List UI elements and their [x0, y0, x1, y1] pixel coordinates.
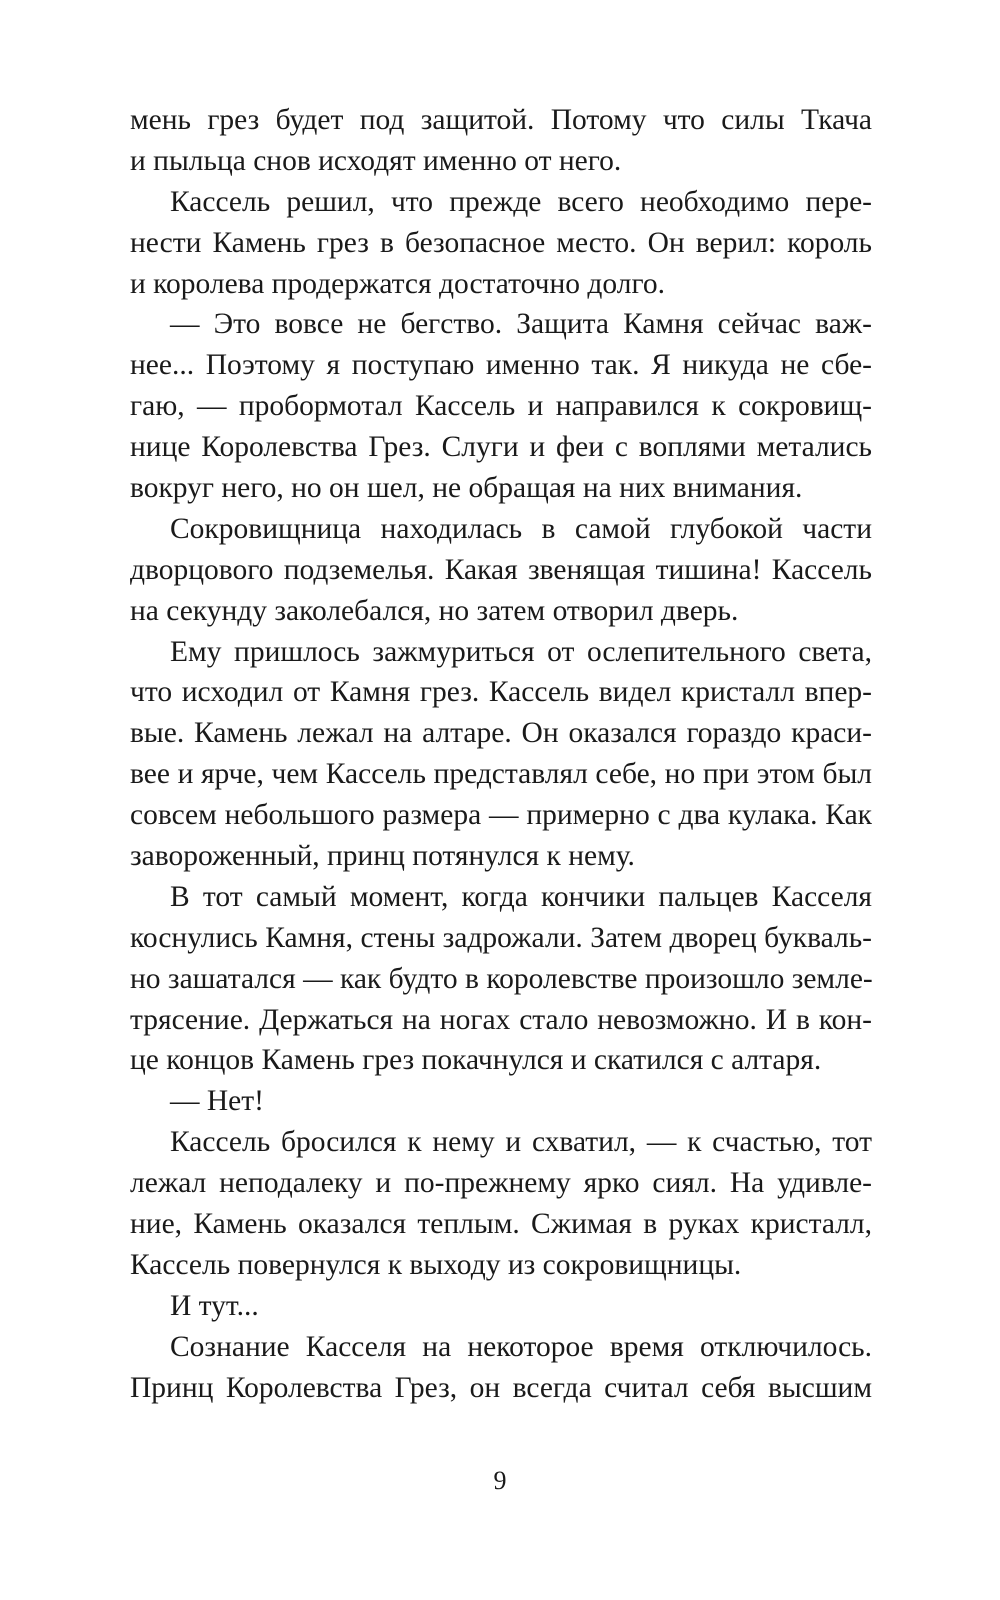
text-line: вее и ярче, чем Кассель представлял себе, но при этом был: [130, 758, 872, 791]
text-line: вые. Камень лежал на алтаре. Он оказался гораздо краси-: [130, 717, 872, 750]
text-line: мень грез будет под защитой. Потому что силы Ткача: [130, 104, 872, 136]
text-line: Кассель бросился к нему и схватил, — к счастью, тот: [170, 1126, 872, 1159]
text-line: — Нет!: [170, 1085, 264, 1118]
text-line: Кассель повернулся к выходу из сокровищницы.: [130, 1248, 742, 1281]
text-line: И тут...: [170, 1289, 259, 1322]
text-line: лежал неподалеку и по-прежнему ярко сиял. На удивле-: [130, 1167, 872, 1200]
text-line: и пыльца снов исходят именно от него.: [130, 144, 622, 177]
text-line: Кассель решил, что прежде всего необходимо пере-: [170, 185, 872, 218]
text-line: нице Королевства Грез. Слуги и феи с воплями метались: [130, 431, 872, 464]
text-line: коснулись Камня, стены задрожали. Затем дворец букваль-: [130, 921, 872, 954]
body-text: [130, 100, 872, 1409]
text-line: совсем небольшого размера — примерно с два кулака. Как: [130, 799, 872, 832]
text-line: це концов Камень грез покачнулся и скатился с алтаря.: [130, 1044, 822, 1077]
text-line: что исходил от Камня грез. Кассель видел кристалл впер-: [130, 676, 872, 709]
text-line: но зашатался — как будто в королевстве произошло земле-: [130, 962, 873, 995]
text-line: нее... Поэтому я поступаю именно так. Я никуда не сбе-: [130, 349, 872, 382]
text-line: дворцового подземелья. Какая звенящая тишина! Кассель: [130, 553, 872, 586]
text-line: вокруг него, но он шел, не обращая на них внимания.: [130, 472, 803, 505]
text-line: — Это вовсе не бегство. Защита Камня сейчас важ-: [170, 308, 872, 341]
page-number: 9: [493, 1466, 507, 1495]
text-line: на секунду заколебался, но затем отворил дверь.: [130, 594, 739, 627]
text-line: завороженный, принц потянулся к нему.: [130, 840, 635, 873]
text-line: Сокровищница находилась в самой глубокой части: [170, 512, 872, 545]
text-line: и королева продержатся достаточно долго.: [130, 267, 665, 300]
text-line: трясение. Держаться на ногах стало невозможно. И в кон-: [130, 1003, 872, 1036]
text-line: Принц Королевства Грез, он всегда считал себя высшим: [130, 1371, 872, 1404]
text-line: нести Камень грез в безопасное место. Он верил: король: [130, 226, 872, 259]
text-line: Сознание Касселя на некоторое время отключилось.: [170, 1330, 872, 1363]
text-line: гаю, — пробормотал Кассель и направился к сокровищ-: [130, 390, 872, 423]
text-line: ние, Камень оказался теплым. Сжимая в руках кристалл,: [130, 1208, 872, 1241]
text-line: В тот самый момент, когда кончики пальцев Касселя: [170, 880, 872, 913]
text-line: Ему пришлось зажмуриться от ослепительного света,: [170, 635, 872, 668]
